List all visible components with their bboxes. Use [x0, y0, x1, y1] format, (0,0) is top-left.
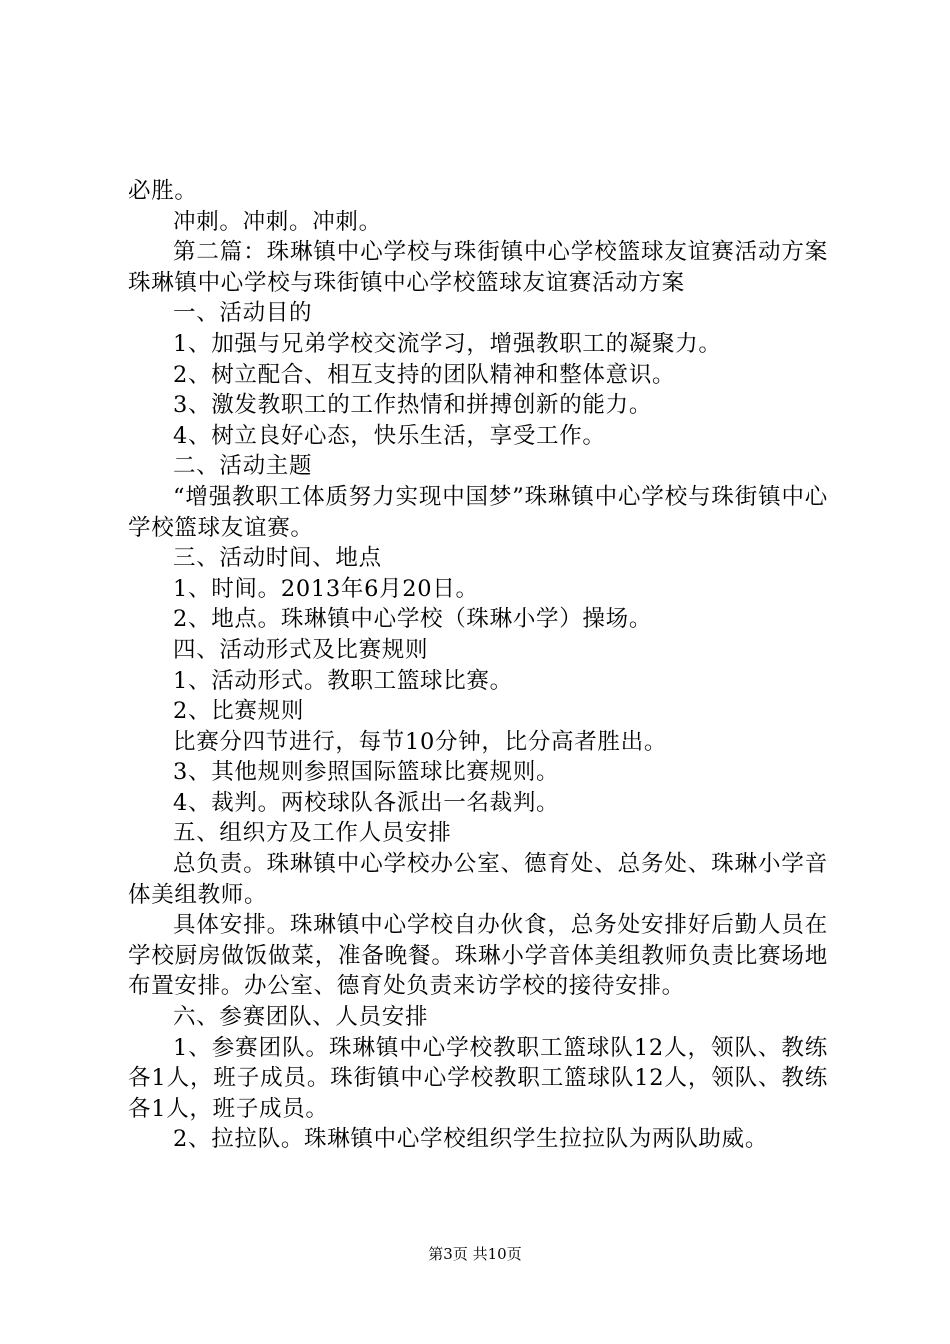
paragraph: 4、树立良好心态，快乐生活，享受工作。 [173, 422, 606, 449]
paragraph: 六、参赛团队、人员安排 [173, 1004, 429, 1031]
paragraph: 具体安排。珠琳镇中心学校自办伙食，总务处安排好后勤人员在学校厨房做饭做菜，准备晚餐。珠琳小学音体美组教师负责比赛场地布置安排。办公室、德育处负责来访学校的接待安排。 [128, 912, 828, 1000]
paragraph: 3、其他规则参照国际篮球比赛规则。 [173, 759, 560, 786]
paragraph: 1、参赛团队。珠琳镇中心学校教职工篮球队12人，领队、教练各1人，班子成员。珠街镇中心学校教职工篮球队12人，领队、教练各1人，班子成员。 [128, 1034, 828, 1122]
paragraph: 1、活动形式。教职工篮球比赛。 [173, 667, 513, 694]
paragraph: 一、活动目的 [173, 300, 313, 327]
paragraph: 1、时间。2013年6月20日。 [173, 575, 479, 602]
paragraph: 三、活动时间、地点 [173, 545, 382, 572]
paragraph: 3、激发教职工的工作热情和拼搏创新的能力。 [173, 392, 653, 419]
paragraph: 冲刺。冲刺。冲刺。 [173, 208, 382, 235]
paragraph: “增强教职工体质努力实现中国梦”珠琳镇中心学校与珠街镇中心学校篮球友谊赛。 [128, 483, 828, 541]
paragraph: 五、组织方及工作人员安排 [173, 820, 452, 847]
document-body [128, 176, 828, 1155]
paragraph: 2、树立配合、相互支持的团队精神和整体意识。 [173, 361, 676, 388]
paragraph: 总负责。珠琳镇中心学校办公室、德育处、总务处、珠琳小学音体美组教师。 [128, 851, 828, 908]
page-footer [0, 1244, 950, 1264]
paragraph: 第二篇：珠琳镇中心学校与珠街镇中心学校篮球友谊赛活动方案珠琳镇中心学校与珠街镇中心学校篮球友谊赛活动方案 [128, 239, 828, 296]
paragraph: 2、比赛规则 [173, 698, 305, 725]
paragraph: 4、裁判。两校球队各派出一名裁判。 [173, 789, 560, 816]
paragraph: 1、加强与兄弟学校交流学习，增强教职工的凝聚力。 [173, 330, 722, 357]
page-number-label: 第3页 共10页 [428, 1245, 522, 1263]
paragraph: 比赛分四节进行，每节10分钟，比分高者胜出。 [173, 728, 668, 755]
paragraph: 四、活动形式及比赛规则 [173, 636, 429, 663]
paragraph: 2、拉拉队。珠琳镇中心学校组织学生拉拉队为两队助威。 [173, 1126, 769, 1153]
paragraph: 二、活动主题 [173, 453, 313, 480]
paragraph: 2、地点。珠琳镇中心学校（珠琳小学）操场。 [173, 606, 653, 633]
paragraph: 必胜。 [128, 178, 198, 204]
